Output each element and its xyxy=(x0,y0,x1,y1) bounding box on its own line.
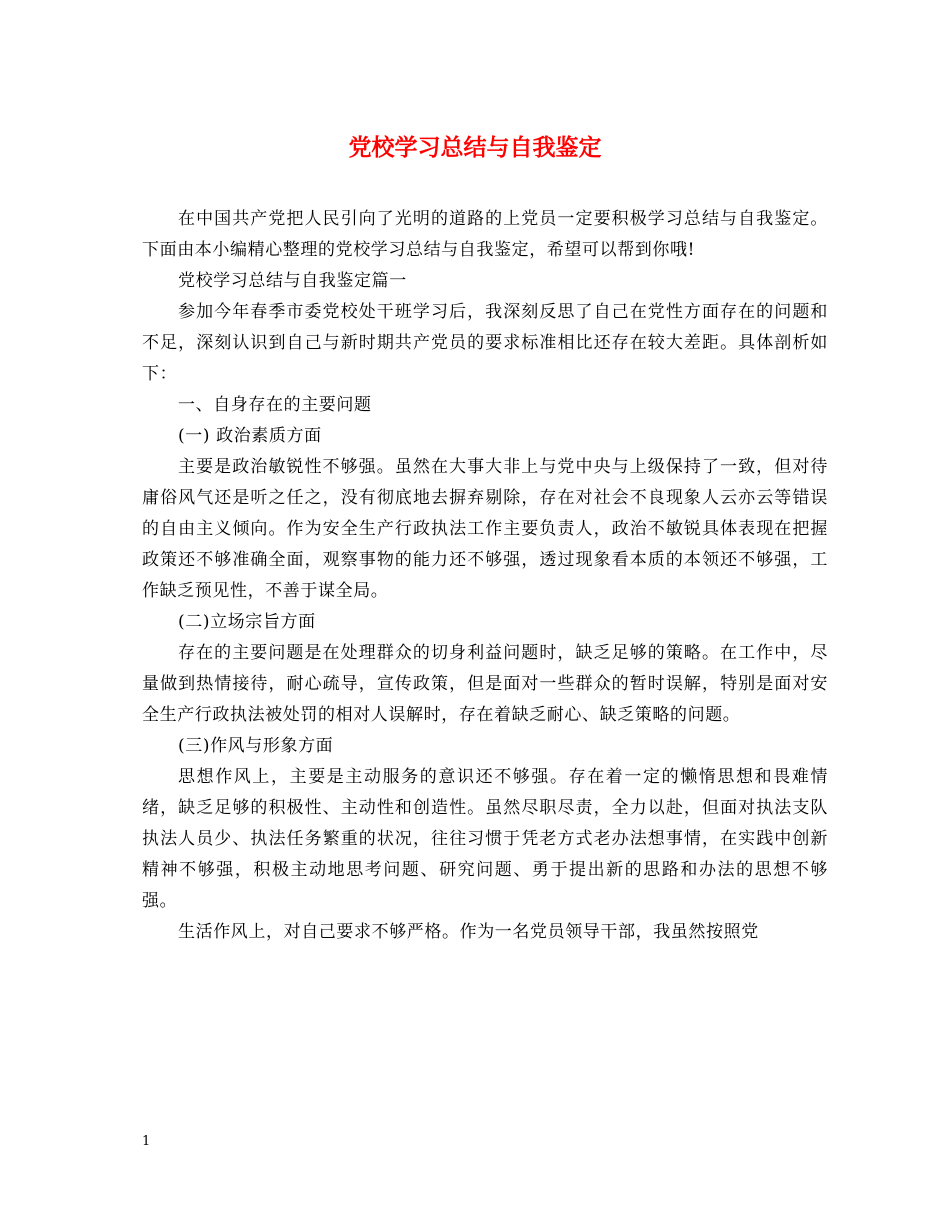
paragraph-subheading-political: (一) 政治素质方面 xyxy=(178,426,322,446)
paragraph-section-heading: 党校学习总结与自我鉴定篇一 xyxy=(178,271,407,291)
paragraph-subheading-style: (三)作风与形象方面 xyxy=(178,736,334,756)
paragraph-subheading-stance: (二)立场宗旨方面 xyxy=(178,612,316,632)
document-body xyxy=(142,204,828,948)
paragraph-intro: 在中国共产党把人民引向了光明的道路的上党员一定要积极学习总结与自我鉴定。下面由本小编精心整理的党校学习总结与自我鉴定，希望可以帮到你哦! xyxy=(142,209,828,260)
document-title: 党校学习总结与自我鉴定 xyxy=(348,134,602,161)
paragraph-life-style: 生活作风上，对自己要求不够严格。作为一名党员领导干部，我虽然按照党 xyxy=(178,922,759,942)
paragraph-political: 主要是政治敏锐性不够强。虽然在大事大非上与党中央与上级保持了一致，但对待庸俗风气还是听之任之，没有彻底地去摒弃剔除，存在对社会不良现象人云亦云等错误的自由主义倾向。作为安全生产行政执法工作主要负责人，政治不敏锐具体表现在把握政策还不够准确全面，观察事物的能力还不够强，透过现象看本质的本领还不够强，工作缺乏预见性，不善于谋全局。 xyxy=(142,457,828,601)
paragraph-overview: 参加今年春季市委党校处干班学习后，我深刻反思了自己在党性方面存在的问题和不足，深刻认识到自己与新时期共产党员的要求标准相比还存在较大差距。具体剖析如下： xyxy=(142,302,828,384)
page-number: 1 xyxy=(142,1134,151,1149)
paragraph-stance: 存在的主要问题是在处理群众的切身利益问题时，缺乏足够的策略。在工作中，尽量做到热情接待，耐心疏导，宣传政策，但是面对一些群众的暂时误解，特别是面对安全生产行政执法被处罚的相对人误解时，存在着缺乏耐心、缺乏策略的问题。 xyxy=(142,643,828,725)
paragraph-thinking-style: 思想作风上，主要是主动服务的意识还不够强。存在着一定的懒惰思想和畏难情绪，缺乏足够的积极性、主动性和创造性。虽然尽职尽责，全力以赴，但面对执法支队执法人员少、执法任务繁重的状况，往往习惯于凭老方式老办法想事情，在实践中创新精神不够强，积极主动地思考问题、研究问题、勇于提出新的思路和办法的思想不够强。 xyxy=(142,767,828,911)
paragraph-heading-problems: 一、自身存在的主要问题 xyxy=(178,395,372,415)
